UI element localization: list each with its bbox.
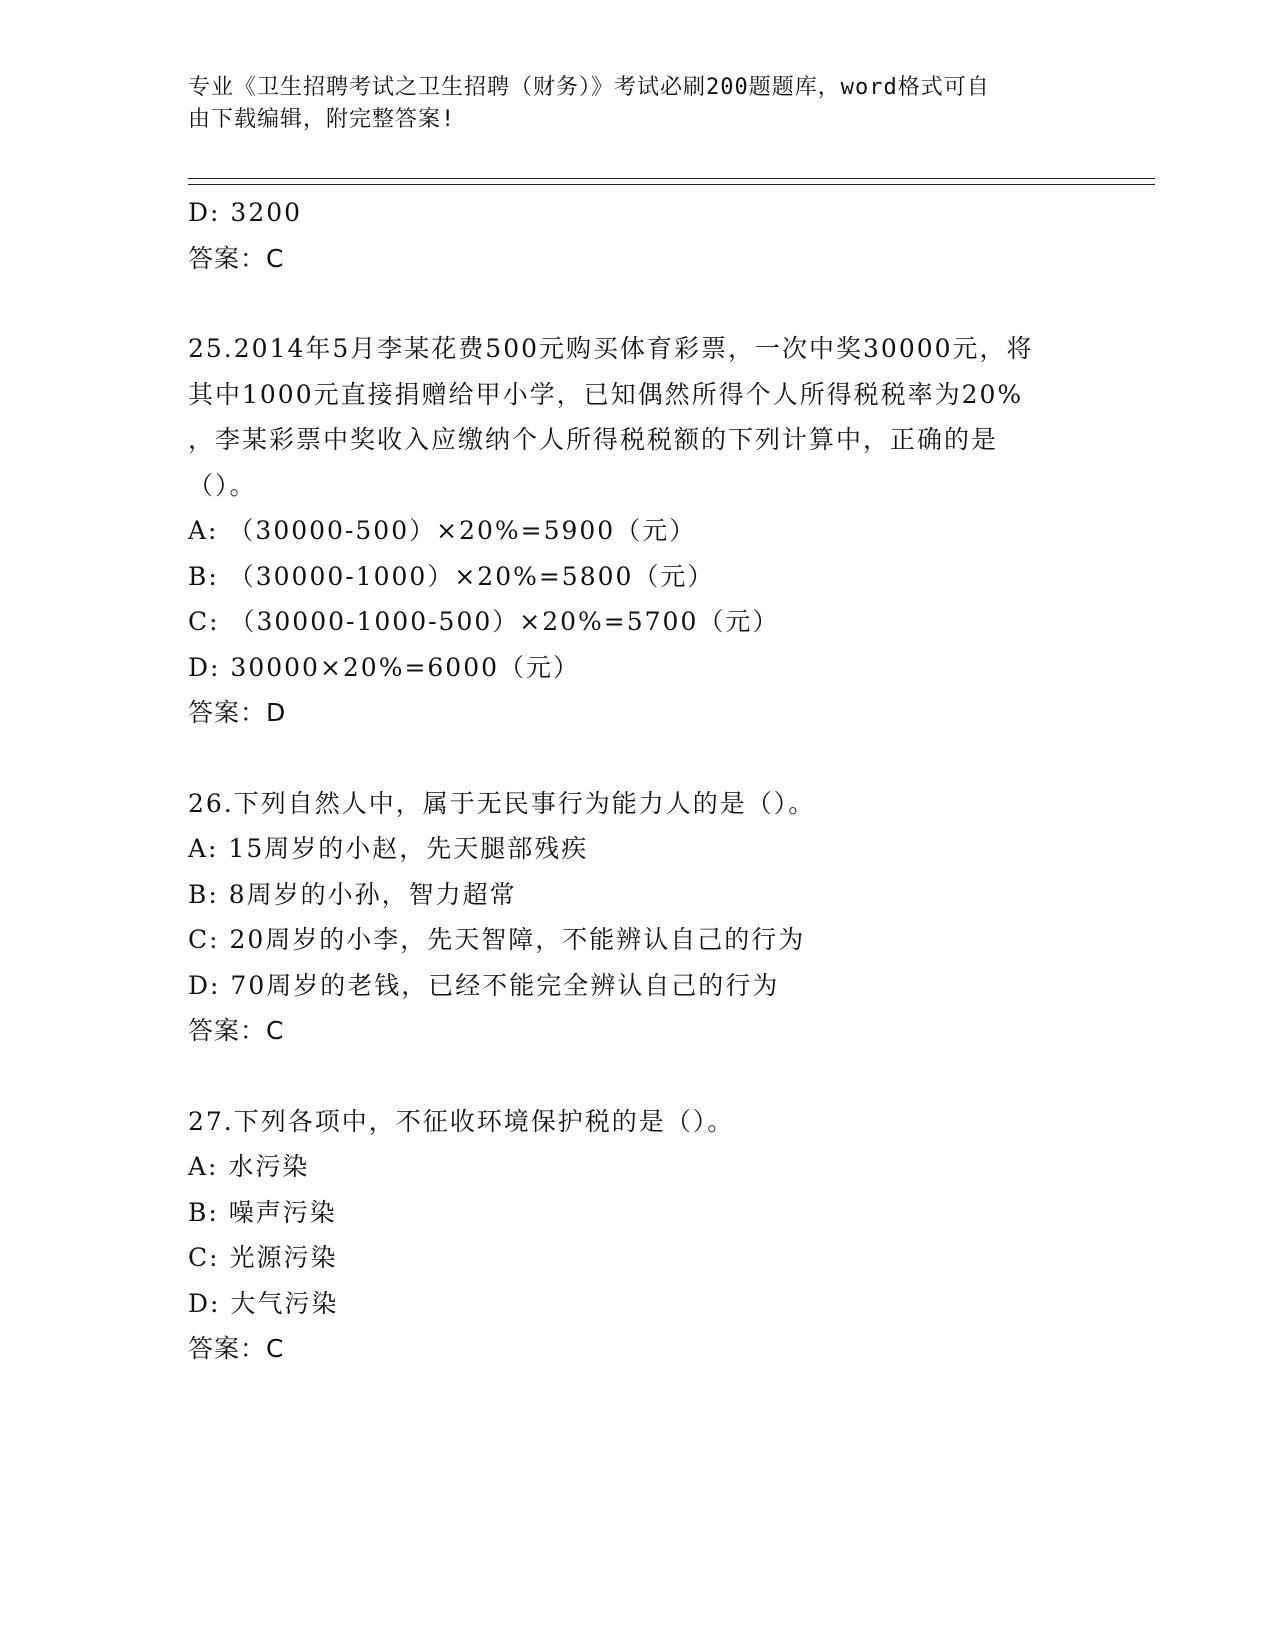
option-a: A: （30000-500）×20%=5900（元） [188,516,697,545]
question-text-line: ，李某彩票中奖收入应缴纳个人所得税税额的下列计算中，正确的是 [188,425,999,454]
page-header [188,72,1088,136]
answer-line: 答案：C [188,1016,285,1045]
question-text-line: 25.2014年5月李某花费500元购买体育彩票，一次中奖30000元，将 [188,334,1034,363]
option-a: A: 15周岁的小赵，先天腿部残疾 [188,834,589,863]
option-c: C: 光源污染 [188,1243,338,1272]
answer-line: 答案：C [188,243,285,273]
previous-question-tail [188,190,1088,281]
option-c: C: （30000-1000-500）×20%=5700（元） [188,607,780,636]
option-d: D: 30000×20%=6000（元） [188,652,581,682]
question-text-line: 27.下列各项中，不征收环境保护税的是（）。 [188,1106,735,1136]
option-a: A: 水污染 [188,1152,310,1181]
answer-line: 答案：D [188,698,287,727]
question-text-line: （）。 [188,470,257,500]
option-d: D: 3200 [188,198,303,227]
document-body [188,190,1088,1372]
option-b: B: （30000-1000）×20%=5800（元） [188,561,715,591]
question-text-line: 其中1000元直接捐赠给甲小学，已知偶然所得个人所得税税率为20% [188,379,1024,409]
option-b: B: 8周岁的小孙，智力超常 [188,879,517,909]
spacer [188,1054,1088,1099]
option-d: D: 大气污染 [188,1288,339,1318]
question-25 [188,326,1088,736]
spacer [188,281,1088,326]
option-d: D: 70周岁的老钱，已经不能完全辨认自己的行为 [188,970,780,1000]
option-b: B: 噪声污染 [188,1197,337,1227]
question-text-line: 26.下列自然人中，属于无民事行为能力人的是（）。 [188,788,816,818]
spacer [188,736,1088,781]
answer-line: 答案：C [188,1334,285,1363]
header-line-2: 由下载编辑，附完整答案! [188,107,456,132]
header-line-1: 专业《卫生招聘考试之卫生招聘（财务）》考试必刷200题题库，word格式可自 [188,75,990,100]
header-divider [188,178,1155,185]
question-27 [188,1099,1088,1372]
question-26 [188,781,1088,1054]
option-c: C: 20周岁的小李，先天智障，不能辨认自己的行为 [188,925,806,954]
